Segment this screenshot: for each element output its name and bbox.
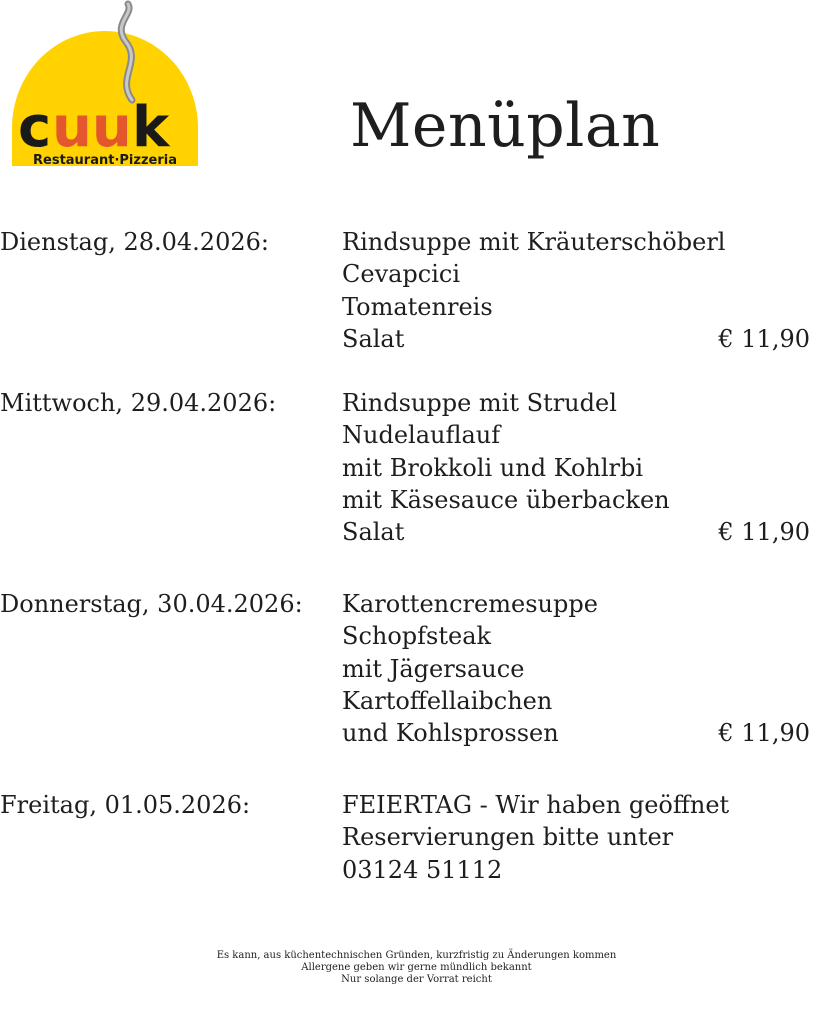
dish-item: Rindsuppe mit Kräuterschöberl [342,228,726,256]
footer-notes [0,950,833,986]
dish-item: Cevapcici [342,260,461,289]
dish-item: und Kohlsprossen [342,719,559,748]
footer-line: Nur solange der Vorrat reicht [341,974,492,985]
dish-item: Nudelauflauf [342,421,501,450]
dish-item: Rindsuppe mit Strudel [342,389,617,417]
dish-item: Tomatenreis [342,292,493,321]
dish-item: mit Brokkoli und Kohlrbi [342,453,644,482]
day-label: Freitag, 01.05.2026: [0,791,251,819]
logo-subtitle: Restaurant·Pizzeria [33,153,177,168]
dish-item: FEIERTAG - Wir haben geöffnet [342,791,730,819]
price: € 11,90 [718,325,810,353]
day-label: Mittwoch, 29.04.2026: [0,389,277,417]
dish-item: Karottencremesuppe [342,590,598,618]
day-label: Dienstag, 28.04.2026: [0,228,269,256]
dish-item: Kartoffellaibchen [342,686,553,715]
price: € 11,90 [718,719,810,747]
dish-list [342,789,729,886]
dish-list [342,588,598,749]
dish-item: Schopfsteak [342,622,492,651]
dish-item: Reservierungen bitte unter [342,823,674,852]
page-title: Menüplan [350,91,661,161]
dish-item: mit Jägersauce [342,654,525,683]
restaurant-logo [8,0,202,172]
price: € 11,90 [718,518,810,546]
day-label: Donnerstag, 30.04.2026: [0,590,303,618]
footer-line: Allergene geben wir gerne mündlich bekannt [301,962,532,973]
logo-brand-k: k [132,95,170,160]
dish-item: Salat [342,518,405,547]
logo-brand-uu: uu [52,95,132,160]
logo-brand-c: c [18,95,52,160]
footer-line: Es kann, aus küchentechnischen Gründen, kurzfristig zu Änderungen kommen [216,950,617,961]
dish-list [342,226,725,355]
dish-item: 03124 51112 [342,855,503,884]
dish-list [342,387,670,548]
dish-item: Salat [342,324,405,353]
dish-item: mit Käsesauce überbacken [342,485,670,514]
